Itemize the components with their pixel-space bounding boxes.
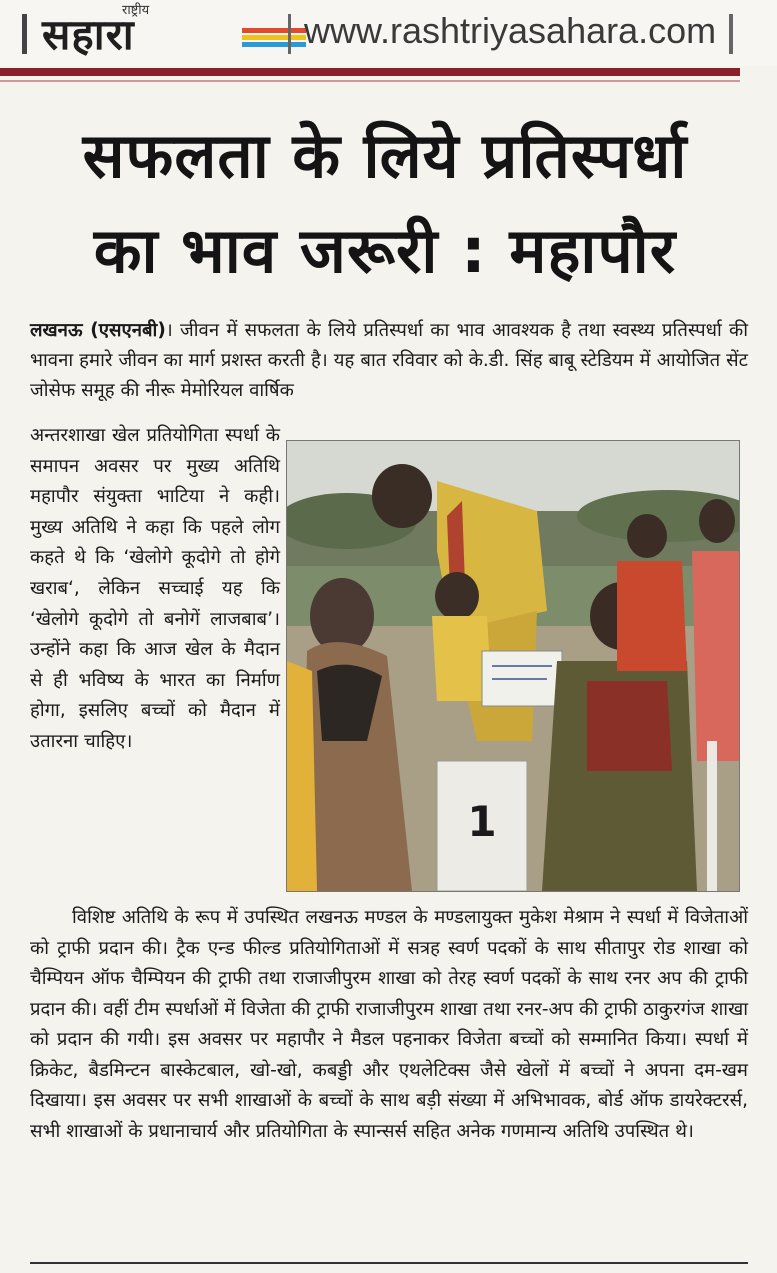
masthead-divider [729, 14, 733, 54]
masthead-divider [288, 14, 291, 54]
logo-main-text: सहारा [42, 10, 135, 59]
logo-small-text: राष्ट्रीय [122, 3, 150, 18]
podium-number: 1 [467, 797, 497, 846]
masthead-rule [0, 68, 740, 76]
side-column-text: अन्तरशाखा खेल प्रतियोगिता स्पर्धा के समापन अवसर पर मुख्य अतिथि महापौर संयुक्ता भाटिया ने कही। मुख्य अतिथि ने कहा कि पहले लोग कहते थे कि ‘खेलोगे कूदोगे तो होगे खराब‘, लेकिन सच्चाई यह कि ‘खेलोगे कूदोगे तो बनोगें लाजबाब’। उन्होंने कहा कि आज खेल के मैदान से ही भविष्य के भारत का निर्माण होगा, इसलिए बच्चों को मैदान में उतारना चाहिए। [30, 425, 280, 752]
event-photo-illustration [287, 441, 739, 891]
logo-stripes [242, 28, 306, 50]
body-paragraph: विशिष्ट अतिथि के रूप में उपस्थित लखनऊ मण्डल के मण्डलायुक्त मुकेश मेश्राम ने स्पर्धा में विजेताओं को ट्राफी प्रदान की। ट्रैक एन्ड फील्ड प्रतियोगिताओं में सत्रह स्वर्ण पदकों के साथ सीतापुर रोड शाखा को चैम्पियन ऑफ चैम्पियन की ट्राफी तथा राजाजीपुरम शाखा को तेरह स्वर्ण पदकों के साथ रनर अप की ट्राफी प्रदान की। वहीं टीम स्पर्धाओं में विजेता की ट्राफी राजाजीपुरम शाखा तथा रनर-अप की ट्राफी ठाकुरगंज शाखा को प्रदान की गयी। इस अवसर पर महापौर ने मैडल पहनाकर विजेता बच्चों को सम्मानित किया। स्पर्धा में क्रिकेट, बैडमिन्टन बास्केटबाल, खो-खो, कबड्डी और एथलेटिक्स जैसे खेलों में बच्चों ने अपना दम-खम दिखाया। इस अवसर पर सभी शाखाओं के बच्चों के साथ बड़ी संख्या में अभिभावक, बोर्ड ऑफ डायरेक्टरर्स, सभी शाखाओं के प्रधानाचार्य और प्रतियोगिता के स्पान्सर्स सहित अनेक गणमान्य अतिथि उपस्थित थे। [30, 907, 748, 1142]
headline [20, 108, 750, 298]
lead-paragraph [30, 316, 748, 406]
logo-stripe-blue [242, 42, 306, 47]
headline-line-1: सफलता के लिये प्रतिस्पर्धा [82, 119, 688, 192]
event-photo [286, 440, 740, 892]
masthead [0, 0, 777, 66]
headline-line-2: का भाव जरूरी : महापौर [93, 214, 677, 287]
website-url: www.rashtriyasahara.com [304, 10, 717, 51]
logo-stripe-yellow [242, 35, 306, 40]
newspaper-logo [42, 2, 274, 60]
dateline: लखनऊ (एसएनबी) [30, 320, 166, 341]
lead-text: । जीवन में सफलता के लिये प्रतिस्पर्धा का भाव आवश्यक है तथा स्वस्थ्य प्रतिस्पर्धा की भावना हमारे जीवन का मार्ग प्रशस्त करती है। यह बात रविवार को के.डी. सिंह बाबू स्टेडियम में आयोजित सेंट जोसेफ समूह की नीरू मेमोरियल वार्षिक [30, 320, 748, 401]
masthead-divider [22, 14, 27, 54]
bottom-rule [30, 1262, 748, 1264]
masthead-rule-thin [0, 80, 740, 82]
logo-stripe-red [242, 28, 306, 33]
